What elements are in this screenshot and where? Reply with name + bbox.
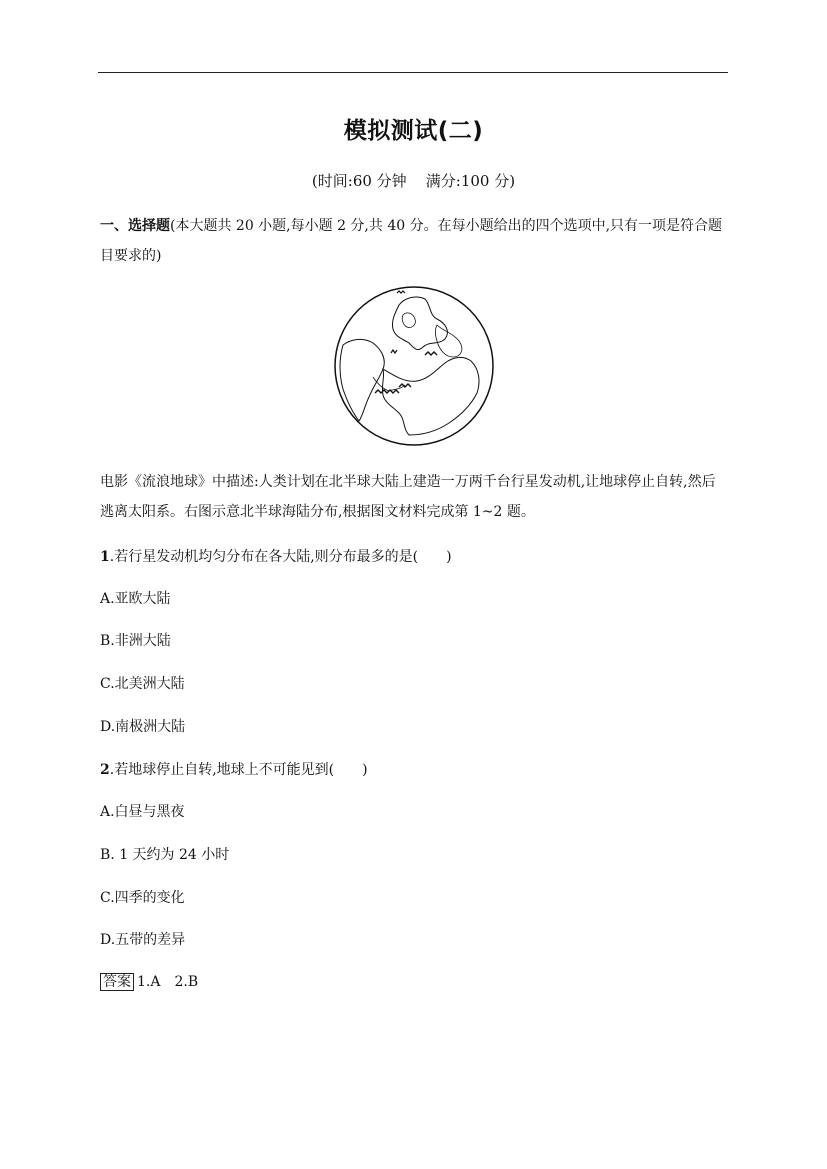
header-rule	[98, 72, 728, 73]
option-c: C.北美洲大陆	[100, 676, 185, 692]
option-b: B. 1 天约为 24 小时	[100, 847, 230, 863]
page-title: 模拟测试(二)	[343, 118, 484, 144]
section-heading-block	[100, 211, 728, 271]
question-number: 1	[100, 549, 110, 565]
question-2-stem	[100, 759, 368, 779]
exam-meta	[0, 170, 827, 191]
option-a: A.白昼与黑夜	[100, 804, 185, 820]
time-limit: (时间:60 分钟	[311, 172, 407, 190]
answer-line	[100, 971, 198, 991]
question-number: 2	[100, 762, 110, 778]
section-instruction: (本大题共 20 小题,每小题 2 分,共 40 分。在每小题给出的四个选项中,只有一项是符合题目要求的)	[100, 218, 723, 264]
option-c: C.四季的变化	[100, 890, 185, 906]
option-b: B.非洲大陆	[100, 633, 171, 649]
option-d: D.南极洲大陆	[100, 719, 186, 735]
section-heading: 一、选择题	[100, 218, 170, 234]
full-score: 满分:100 分)	[425, 172, 516, 190]
question-text: .若地球停止自转,地球上不可能见到( )	[109, 762, 368, 778]
answer-text: 1.A 2.B	[137, 974, 199, 990]
question-1-stem	[100, 546, 452, 566]
northern-hemisphere-map-icon	[333, 285, 495, 447]
material-text: 电影《流浪地球》中描述:人类计划在北半球大陆上建造一万两千台行星发动机,让地球停止自转,然后逃离太阳系。右图示意北半球海陆分布,根据图文材料完成第 1~2 题。	[100, 474, 716, 520]
option-d: D.五带的差异	[100, 932, 186, 948]
question-text: .若行星发动机均匀分布在各大陆,则分布最多的是( )	[109, 549, 452, 565]
option-a: A.亚欧大陆	[100, 591, 171, 607]
answer-label: 答案	[100, 973, 134, 991]
